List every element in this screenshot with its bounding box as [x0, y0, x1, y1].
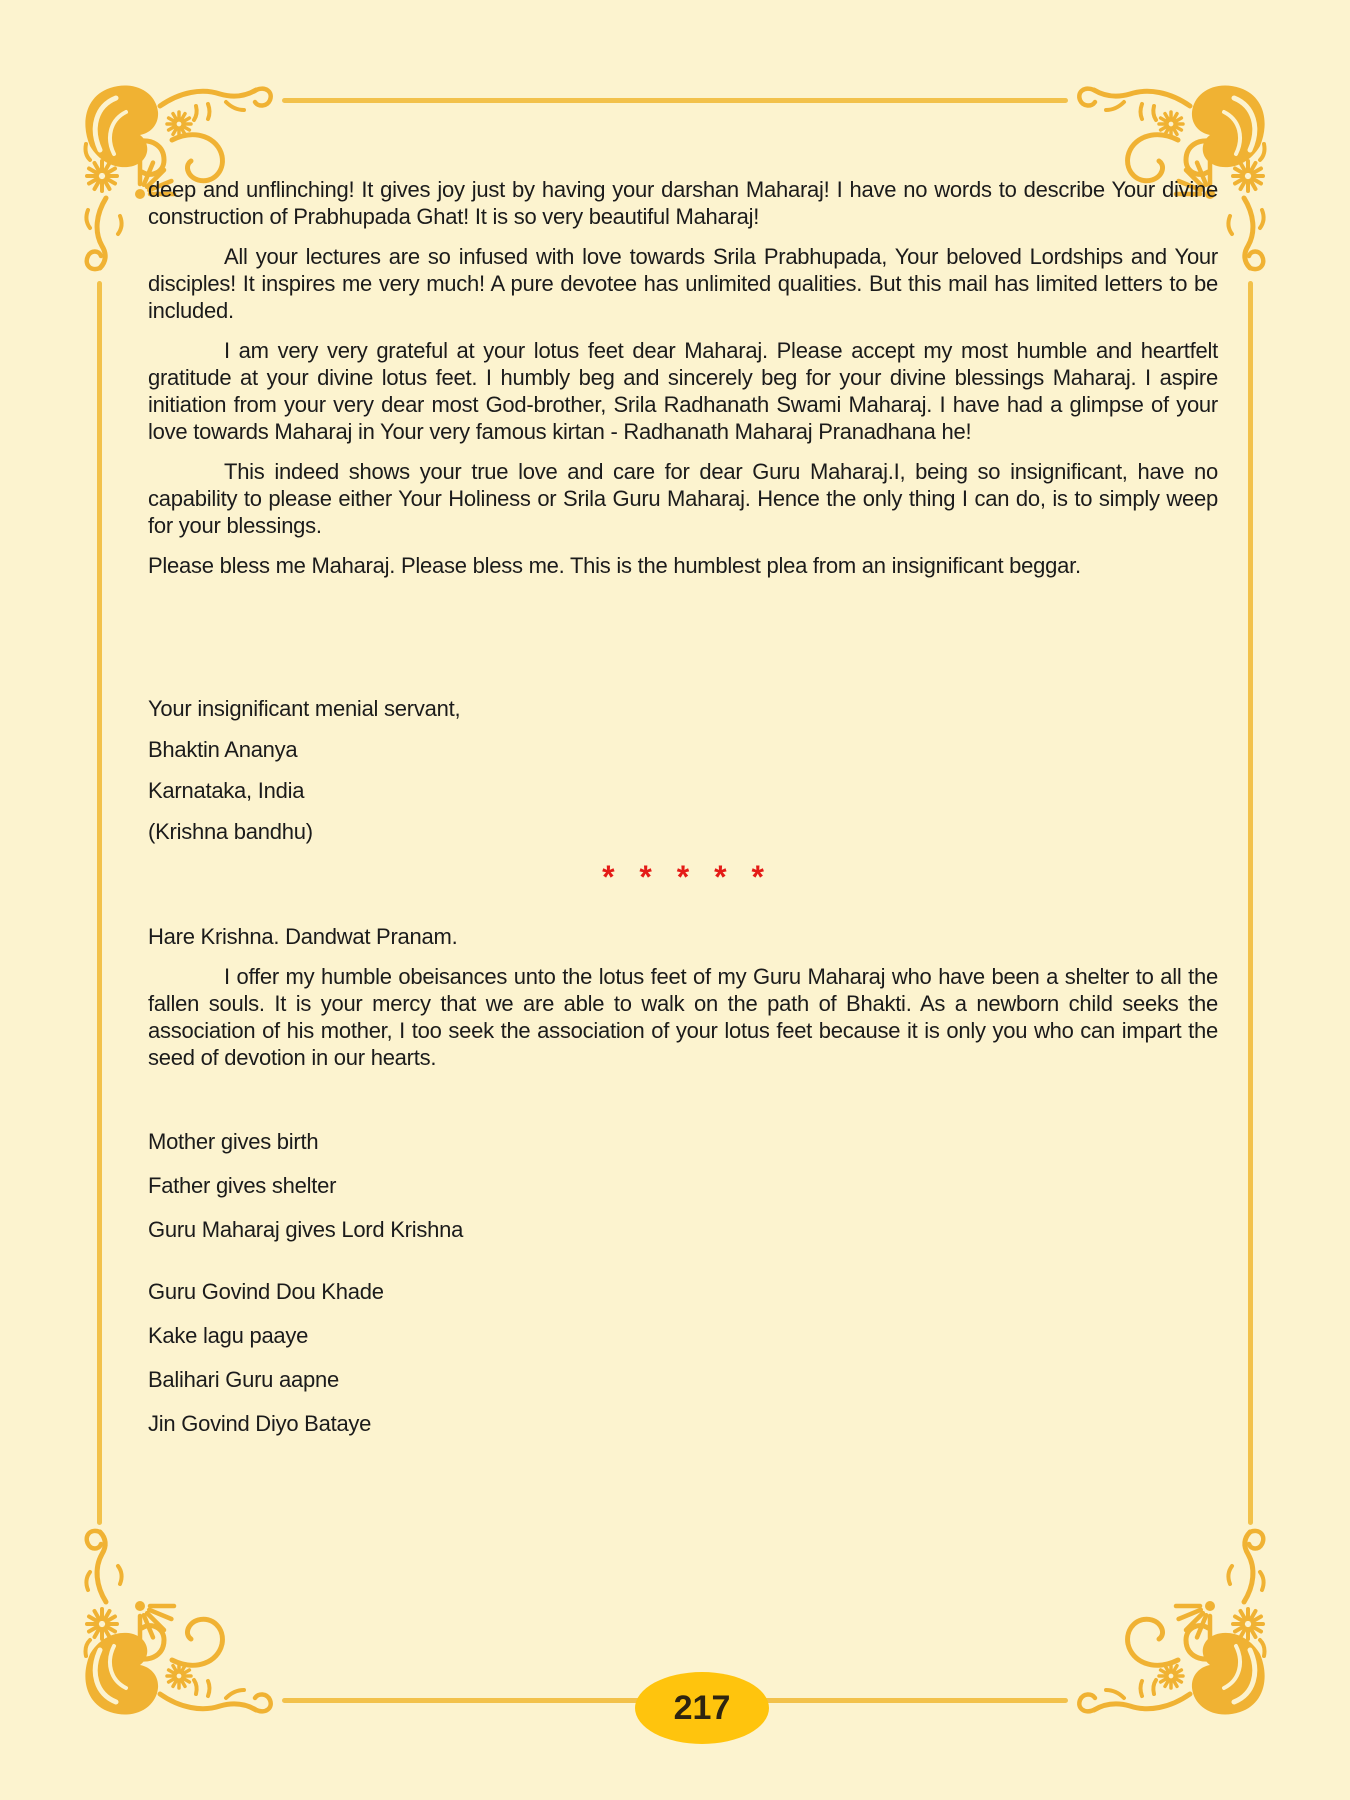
- verse-line: Father gives shelter: [148, 1173, 337, 1198]
- letter-paragraph: I offer my humble obeisances unto the lotus feet of my Guru Maharaj who have been a shelter to all the fallen souls. It is your mercy that we are able to walk on the path of Bhakti. As a newborn child seeks the association of his mother, I too seek the association of your lotus feet because it is only you who can impart the seed of devotion in our hearts.: [148, 964, 1218, 1070]
- frame-right-line: [1248, 281, 1253, 1525]
- page-number: 217: [673, 1688, 731, 1727]
- verse-line: Guru Maharaj gives Lord Krishna: [148, 1217, 464, 1242]
- section-separator: * * * * *: [602, 859, 764, 895]
- verse-line: Balihari Guru aapne: [148, 1367, 339, 1392]
- page-number-badge: [635, 1672, 769, 1744]
- letter-paragraph: All your lectures are so infused with love towards Srila Prabhupada, Your beloved Lordships and Your disciples! It inspires me very much! A pure devotee has unlimited qualities. But this mail has limited letters to be included.: [148, 244, 1218, 323]
- corner-flourish-bottom-left-icon: [76, 1525, 276, 1720]
- signature-line: Your insignificant menial servant,: [148, 696, 461, 721]
- verse-line: Mother gives birth: [148, 1129, 319, 1154]
- signature-line: Bhaktin Ananya: [148, 737, 298, 762]
- verse-block: [148, 1128, 1218, 1243]
- signature-line: (Krishna bandhu): [148, 819, 313, 844]
- verse-line: Guru Govind Dou Khade: [148, 1279, 384, 1304]
- signature-block: [148, 695, 1218, 845]
- verse-block: [148, 1278, 1218, 1437]
- letter-paragraph: deep and unflinching! It gives joy just by having your darshan Maharaj! I have no words to describe Your divine construction of Prabhupada Ghat! It is so very beautiful Maharaj!: [148, 177, 1218, 229]
- letter-paragraph: Please bless me Maharaj. Please bless me. This is the humblest plea from an insignificant beggar.: [148, 553, 1081, 578]
- page-content: [148, 0, 1218, 1454]
- letter-greeting: Hare Krishna. Dandwat Pranam.: [148, 924, 458, 949]
- letter-paragraph: I am very very grateful at your lotus feet dear Maharaj. Please accept my most humble and heartfelt gratitude at your divine lotus feet. I humbly beg and sincerely beg for your divine blessings Maharaj. I aspire initiation from your very dear most God-brother, Srila Radhanath Swami Maharaj. I have had a glimpse of your love towards Maharaj in Your very famous kirtan - Radhanath Maharaj Pranadhana he!: [148, 338, 1218, 444]
- verse-line: Kake lagu paaye: [148, 1323, 309, 1348]
- frame-left-line: [97, 281, 102, 1525]
- corner-flourish-bottom-right-icon: [1074, 1525, 1274, 1720]
- letter-paragraph: This indeed shows your true love and care for dear Guru Maharaj.I, being so insignificant, have no capability to please either Your Holiness or Srila Guru Maharaj. Hence the only thing I can do, is to simply weep for your blessings.: [148, 459, 1218, 538]
- signature-line: Karnataka, India: [148, 778, 305, 803]
- verse-line: Jin Govind Diyo Bataye: [148, 1411, 372, 1436]
